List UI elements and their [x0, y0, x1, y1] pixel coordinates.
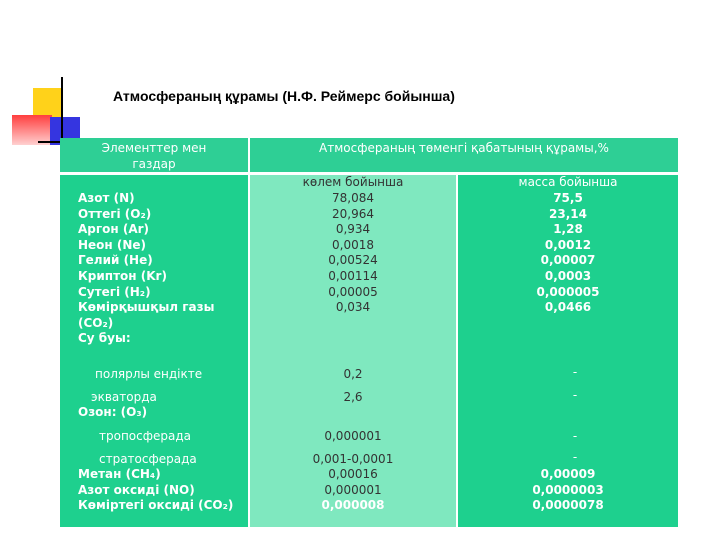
volume-value: 0,00114 [328, 268, 378, 283]
tail-row-label: Метан (CH₄) [78, 467, 161, 481]
header-composition-cell [250, 138, 678, 175]
tail-row-mass: 0,00009 [540, 467, 596, 481]
tail-row-mass: 0,0000003 [532, 482, 604, 497]
header-elements-line-1: Элементтер мен [101, 141, 207, 155]
decor-yellow-square [33, 88, 63, 118]
element-label: Сутегі (H₂) [78, 284, 151, 299]
tail-row-volume: 0,00016 [328, 467, 378, 481]
water-equator-volume: 2,6 [343, 390, 363, 404]
element-label: Аргон (Ar) [78, 222, 150, 237]
mass-value: 0,0003 [544, 268, 592, 283]
element-label: Криптон (Kr) [78, 268, 167, 283]
volume-value: 0,034 [335, 300, 371, 315]
mass-value: 23,14 [549, 206, 587, 221]
header-composition: Атмосфераның төменгі қабатының құрамы,% [319, 141, 609, 155]
mass-value: 0,0012 [544, 237, 592, 252]
mass-value: 0,000005 [536, 284, 600, 299]
ozone-tropo-mass: - [572, 429, 578, 443]
tail-labels [78, 467, 248, 514]
ozone-tropo-volume: 0,000001 [324, 429, 382, 443]
tail-row-volume: 0,000008 [321, 498, 385, 513]
volume-value: 0,00005 [328, 284, 378, 299]
tail-masses [458, 467, 678, 514]
water-equator-label: экваторда [91, 390, 157, 404]
ozone-strato-mass: - [572, 450, 578, 464]
water-polar-volume: 0,2 [343, 367, 363, 381]
water-polar-label: полярлы ендікте [95, 367, 203, 381]
element-label: Көмірқышқыл газы [78, 300, 215, 315]
volume-value: 0,934 [335, 222, 371, 237]
mass-value: 75,5 [553, 191, 583, 205]
tail-row-label: Азот оксиді (NO) [78, 482, 195, 497]
element-label: (CO₂) [78, 315, 114, 330]
element-label: Азот (N) [78, 191, 135, 205]
mass-value: 1,28 [553, 222, 583, 237]
subheader-volume: көлем бойынша [302, 175, 404, 189]
ozone-label: Озон: (O₃) [78, 405, 148, 419]
tail-row-mass: 0,0000078 [532, 498, 604, 513]
mass-values [458, 191, 678, 316]
volume-value: 0,0018 [332, 237, 374, 252]
element-label: Гелий (He) [78, 253, 153, 268]
mass-value: 0,00007 [540, 253, 596, 268]
header-elements-line-2: газдар [132, 156, 176, 171]
mass-value: 0,0466 [544, 300, 592, 315]
volume-values [250, 191, 456, 316]
volume-value: 78,084 [332, 191, 374, 205]
water-equator-mass: - [572, 388, 578, 402]
tail-row-label: Көміртегі оксиді (CO₂) [78, 498, 234, 513]
element-label: Су буы: [78, 331, 131, 346]
element-label: Неон (Ne) [78, 237, 147, 252]
tail-row-volume: 0,000001 [324, 482, 382, 497]
tail-volumes [250, 467, 456, 514]
elements-list [78, 191, 248, 347]
ozone-tropo-label: тропосферада [99, 429, 191, 443]
ozone-strato-label: стратосферада [99, 452, 197, 466]
water-polar-mass: - [572, 365, 578, 379]
slide-title: Атмосфераның құрамы (Н.Ф. Реймерс бойынша) [113, 88, 455, 104]
header-elements-cell [60, 138, 248, 175]
element-label: Оттегі (O₂) [78, 206, 152, 221]
volume-value: 0,00524 [328, 253, 378, 268]
subheader-mass: масса бойынша [518, 175, 618, 189]
ozone-strato-volume: 0,001-0,0001 [312, 452, 394, 466]
volume-value: 20,964 [332, 206, 374, 221]
